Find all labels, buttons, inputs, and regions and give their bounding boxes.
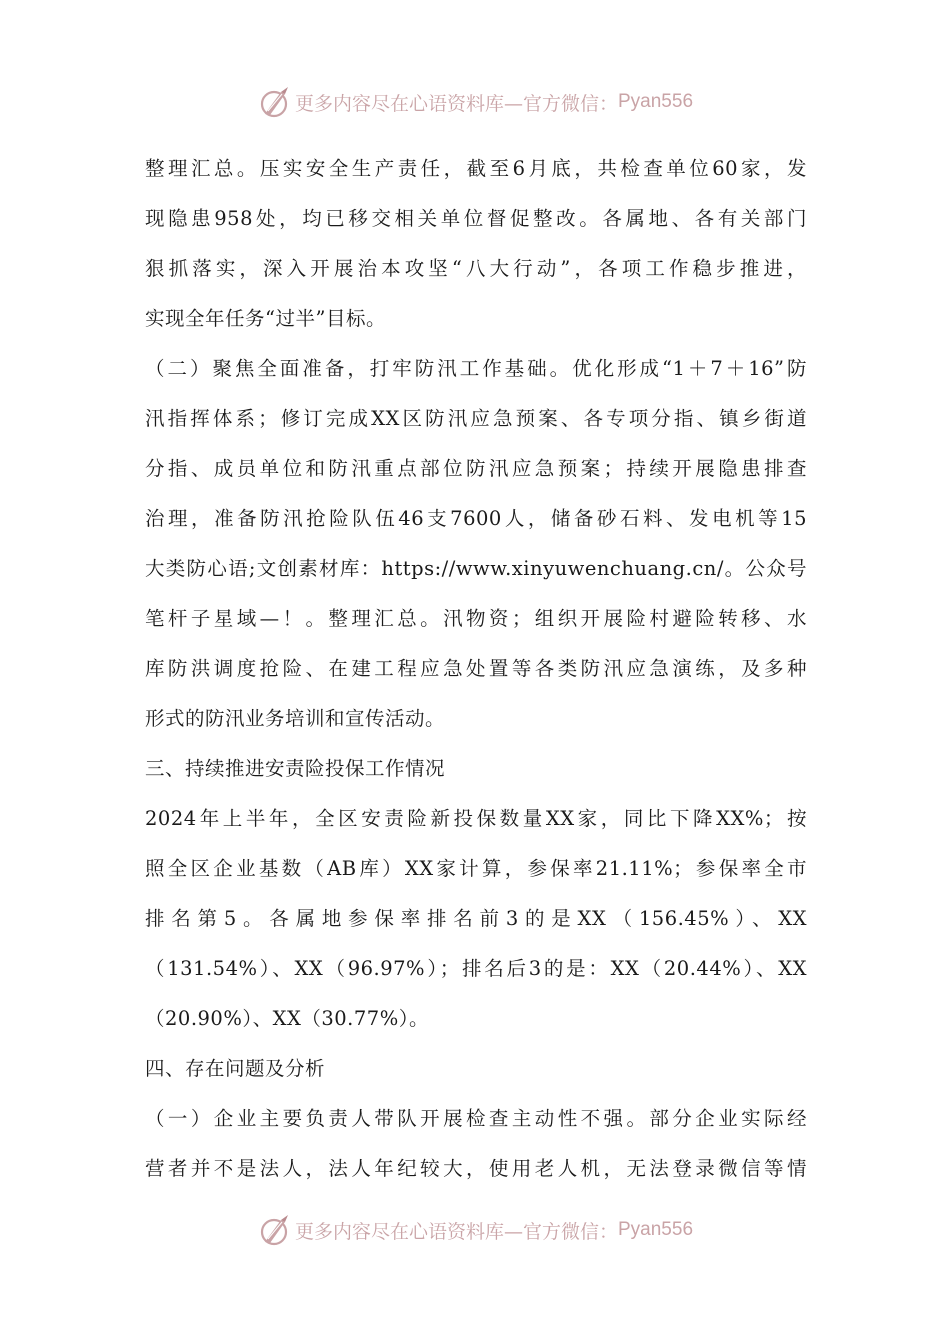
text-line: 大类防心语;文创素材库：https://www.xinyuwenchuang.cn/。公众号 bbox=[145, 557, 807, 580]
text-line: （20.90%）、XX（30.77%）。 bbox=[145, 1007, 429, 1030]
text-line: 分指、成员单位和防汛重点部位防汛应急预案；持续开展隐患排查 bbox=[145, 457, 807, 480]
text-line: 汛指挥体系；修订完成XX区防汛应急预案、各专项分指、镇乡街道 bbox=[145, 407, 807, 430]
banner-text: 更多内容尽在心语资料库—官方微信： bbox=[294, 1220, 618, 1243]
header-banner bbox=[0, 82, 950, 122]
text-line: 治理，准备防汛抢险队伍46支7600人，储备砂石料、发电机等15 bbox=[145, 507, 807, 530]
text-line: 实现全年任务“过半”目标。 bbox=[145, 307, 386, 330]
text-line: 库防洪调度抢险、在建工程应急处置等各类防汛应急演练，及多种 bbox=[145, 657, 807, 680]
text-line: 狠抓落实，深入开展治本攻坚“八大行动”，各项工作稳步推进， bbox=[145, 257, 807, 280]
section-heading: 四、存在问题及分析 bbox=[145, 1057, 326, 1080]
section-heading: 三、持续推进安责险投保工作情况 bbox=[145, 757, 446, 780]
text-line: 营者并不是法人，法人年纪较大，使用老人机，无法登录微信等情 bbox=[145, 1157, 807, 1180]
text-line: 整理汇总。压实安全生产责任，截至6月底，共检查单位60家，发 bbox=[145, 157, 807, 180]
text-line: （一）企业主要负责人带队开展检查主动性不强。部分企业实际经 bbox=[145, 1107, 807, 1130]
text-line: （131.54%）、XX（96.97%）；排名后3的是：XX（20.44%）、XX bbox=[145, 957, 807, 980]
footer-banner bbox=[0, 1210, 950, 1250]
quill-pen-logo-icon bbox=[257, 1212, 293, 1248]
text-line: 形式的防汛业务培训和宣传活动。 bbox=[145, 707, 446, 730]
wechat-id: Pyan556 bbox=[618, 1219, 694, 1240]
quill-pen-logo-icon bbox=[257, 84, 293, 120]
text-line: （二）聚焦全面准备，打牢防汛工作基础。优化形成“1＋7＋16”防 bbox=[145, 357, 807, 380]
text-line: 排名第5。各属地参保率排名前3的是XX（156.45%）、XX bbox=[145, 907, 807, 930]
banner-text: 更多内容尽在心语资料库—官方微信： bbox=[294, 92, 618, 115]
text-line: 现隐患958处，均已移交相关单位督促整改。各属地、各有关部门 bbox=[145, 207, 807, 230]
text-line: 照全区企业基数（AB库）XX家计算，参保率21.11%；参保率全市 bbox=[145, 857, 807, 880]
text-line: 2024年上半年，全区安责险新投保数量XX家，同比下降XX%；按 bbox=[145, 807, 807, 830]
text-line: 笔杆子星域—！。整理汇总。汛物资；组织开展险村避险转移、水 bbox=[145, 607, 807, 630]
wechat-id: Pyan556 bbox=[618, 91, 694, 112]
document-body bbox=[145, 144, 807, 1194]
